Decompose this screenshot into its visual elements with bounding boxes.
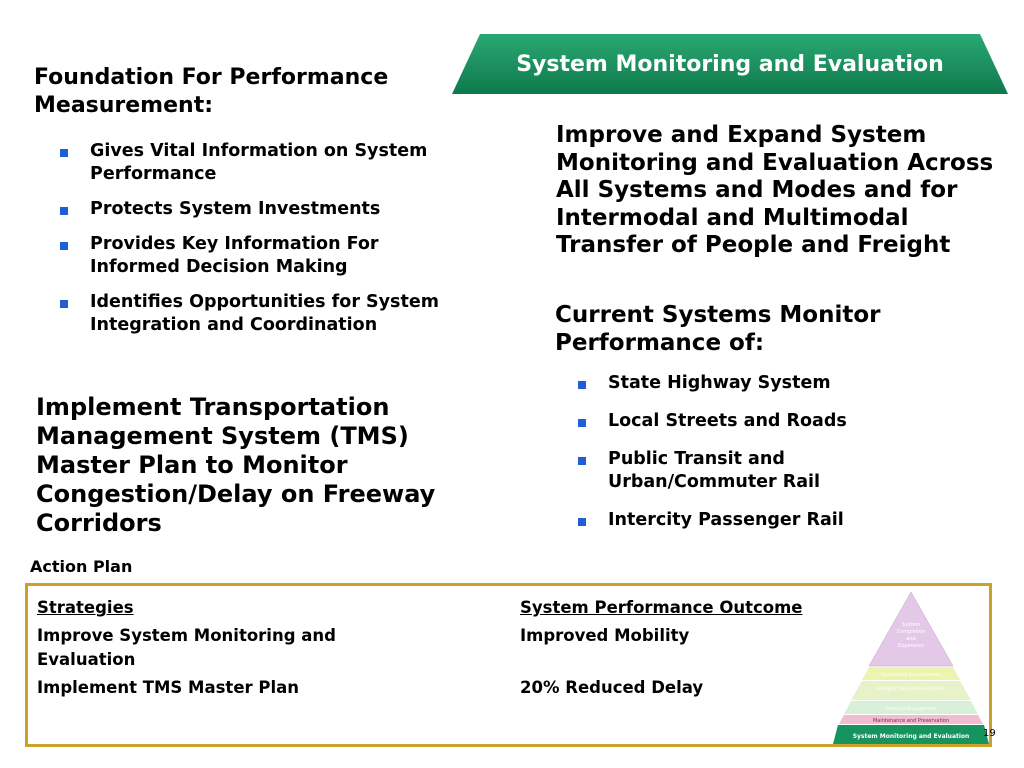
bullet-square-icon	[60, 149, 68, 157]
tier-label: Maintenance and Preservation	[872, 718, 950, 724]
strategies-header: Strategies	[37, 598, 134, 617]
action-plan-title: Action Plan	[30, 557, 133, 576]
tier-label: Intelligent Transportation Systems	[876, 686, 946, 691]
bullet-square-icon	[60, 300, 68, 308]
bullet-square-icon	[60, 207, 68, 215]
outcome-cell: Improved Mobility	[520, 626, 690, 645]
foundation-bullet-list	[60, 140, 440, 349]
tier-label: Demand Management	[885, 707, 937, 712]
systems-bullet-list	[578, 372, 998, 547]
title-banner	[452, 34, 1008, 94]
list-item: Provides Key Information For Informed Decision Making	[60, 233, 440, 279]
tier-label: System Monitoring and Evaluation	[852, 733, 970, 740]
bullet-square-icon	[578, 381, 586, 389]
tier-label: Operational Improvements	[880, 673, 942, 678]
list-item: Intercity Passenger Rail	[578, 509, 998, 532]
list-item: Protects System Investments	[60, 198, 440, 221]
list-item: Identifies Opportunities for System Integration and Coordination	[60, 291, 440, 337]
tier-label: System	[901, 622, 921, 628]
bullet-square-icon	[60, 242, 68, 250]
list-item: State Highway System	[578, 372, 998, 395]
foundation-heading: Foundation For Performance Measurement:	[34, 65, 389, 118]
current-systems-heading: Current Systems Monitor Performance of:	[555, 302, 881, 356]
outcome-cell: 20% Reduced Delay	[520, 678, 704, 697]
strategy-cell: Improve System Monitoring and Evaluation	[37, 626, 336, 669]
strategies-column	[37, 596, 337, 700]
tier-label: Expansion	[898, 643, 924, 649]
pyramid-diagram	[832, 592, 990, 746]
strategy-cell: Implement TMS Master Plan	[37, 678, 300, 697]
page-number: 19	[983, 728, 996, 739]
list-item: Gives Vital Information on System Performance	[60, 140, 440, 186]
tier-label: and	[906, 636, 916, 642]
slide-title: System Monitoring and Evaluation	[516, 52, 944, 77]
bullet-square-icon	[578, 457, 586, 465]
outcome-header: System Performance Outcome	[520, 598, 803, 617]
tier-label: Completion	[896, 629, 926, 635]
bullet-square-icon	[578, 419, 586, 427]
outcome-column	[520, 596, 860, 700]
tms-heading: Implement Transportation Management System (TMS) Master Plan to Monitor Congestion/Delay on Freeway Corridors	[36, 393, 436, 537]
list-item: Public Transit and Urban/Commuter Rail	[578, 448, 868, 494]
bullet-square-icon	[578, 518, 586, 526]
list-item: Local Streets and Roads	[578, 410, 998, 433]
improve-heading: Improve and Expand System Monitoring and Evaluation Across All Systems and Modes and for Intermodal and Multimodal Transfer of People and Freight	[556, 122, 994, 258]
